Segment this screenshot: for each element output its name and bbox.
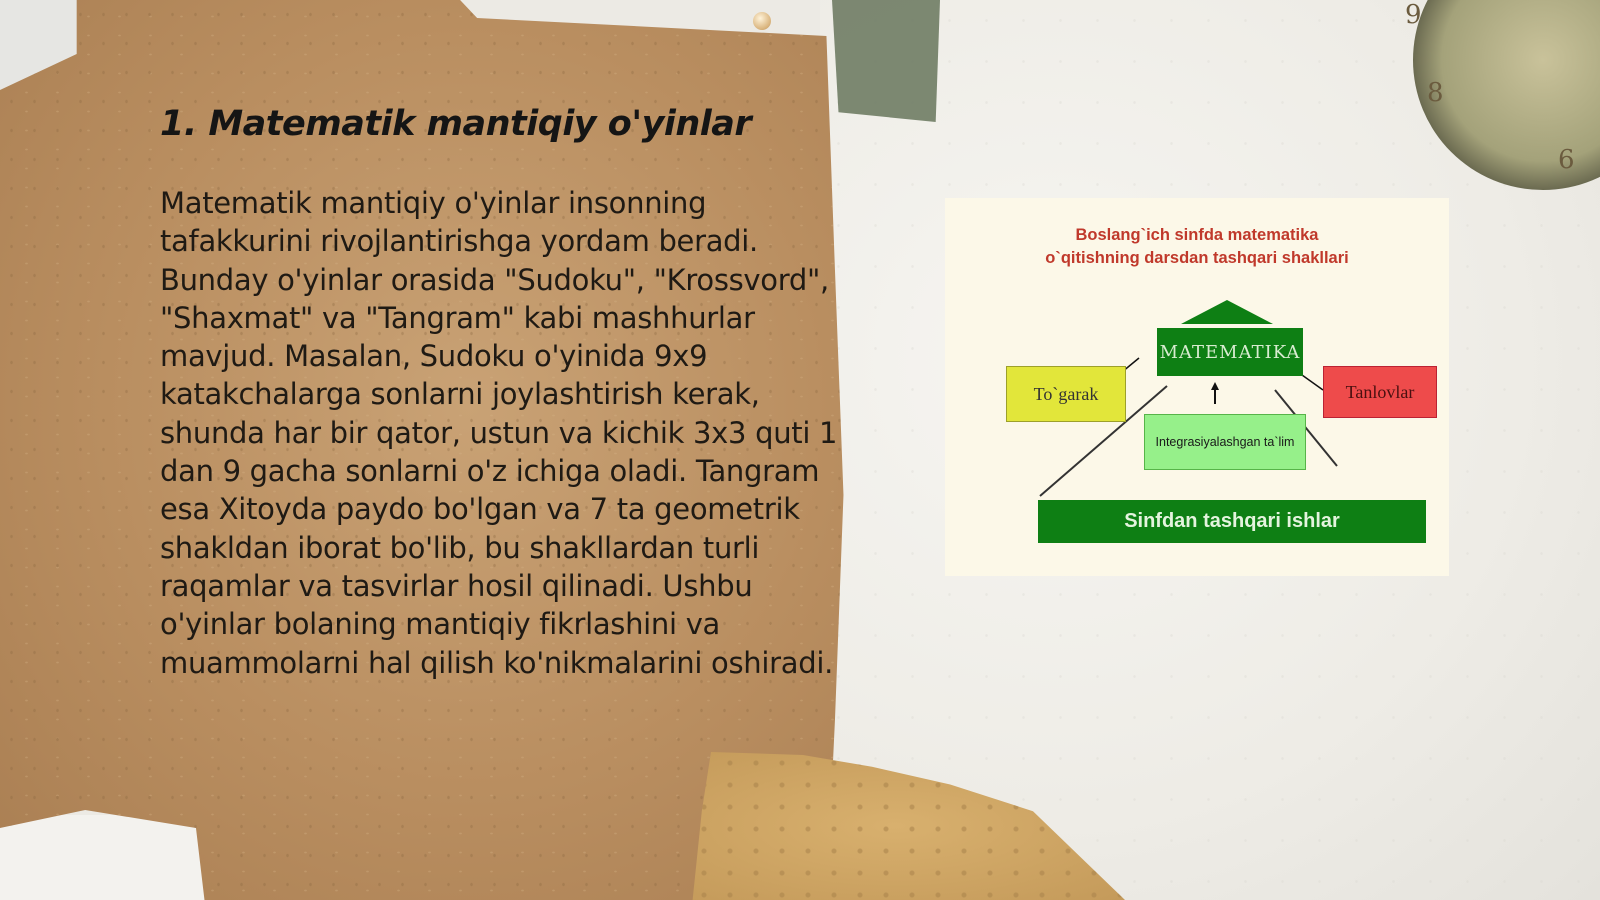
matematika-box: MATEMATIKA [1157,328,1303,376]
diagram-title-line: Boslang`ich sinfda matematika [1075,226,1319,244]
clock-number: 8 [1427,78,1444,108]
diagram-title-line: o`qitishning darsdan tashqari shakllari [1045,249,1349,267]
diagram-roof [1181,300,1273,324]
clock-number: 9 [1405,0,1422,30]
togarak-box: To`garak [1006,366,1126,422]
integrasiya-box: Integrasiyalashgan ta`lim [1144,414,1306,470]
bottom-paper-scrap [0,815,210,900]
diagram-image [945,198,1449,576]
sinfdan-tashqari-box: Sinfdan tashqari ishlar [1038,500,1426,543]
slide-paragraph: Matematik mantiqiy o'yinlar insonning tafakkurini rivojlantirishga yordam beradi. Bunday o'yinlar orasida "Sudoku", "Krossvord", "Shaxmat" va "Tangram" kabi mashhurlar mavjud. Masalan, Sudoku o'yinida 9x9 katakchalarga sonlarni joylashtirish kerak, shunda har bir qator, ustun va kichik 3x3 quti 1 dan 9 gacha sonlarni o'z ichiga oladi. Tangram esa Xitoyda paydo bo'lgan va 7 ta geometrik shakldan iborat bo'lib, bu shakllardan turli raqamlar va tasvirlar hosil qilinadi. Ushbu o'yinlar bolaning mantiqiy fikrlashini va muammolarni hal qilish ko'nikmalarini oshiradi. [160,186,838,680]
tape-strip [832,0,940,122]
slide-title: 1. Matematik mantiqiy o'yinlar [160,104,752,144]
pin-icon [753,12,771,30]
clock-number: 6 [1558,145,1575,175]
tanlovlar-box: Tanlovlar [1323,366,1437,418]
